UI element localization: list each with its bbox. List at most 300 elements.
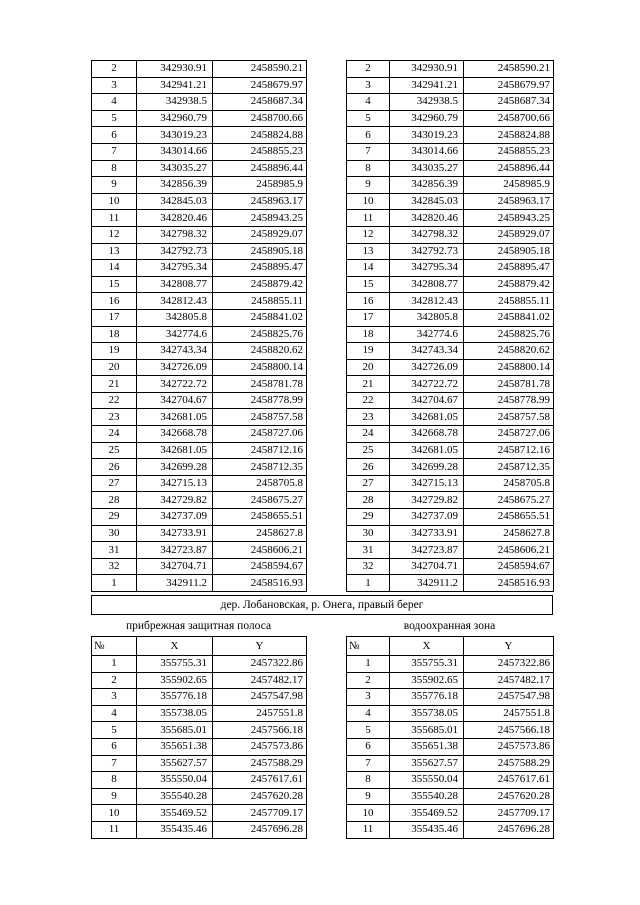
point-number-cell: 25 — [347, 442, 390, 459]
table-row — [92, 821, 307, 838]
y-coordinate-cell: 2458929.07 — [213, 226, 307, 243]
point-number-cell: 7 — [92, 143, 137, 160]
table-row — [347, 492, 554, 509]
y-coordinate-cell: 2457709.17 — [213, 805, 307, 822]
y-coordinate-cell: 2458516.93 — [213, 575, 307, 592]
point-number-cell: 20 — [92, 359, 137, 376]
x-coordinate-cell: 342795.34 — [390, 260, 464, 277]
table-row — [347, 210, 554, 227]
y-coordinate-cell: 2458943.25 — [213, 210, 307, 227]
point-number-cell: 1 — [92, 656, 137, 673]
table-row — [347, 94, 554, 111]
x-coordinate-cell: 342729.82 — [137, 492, 213, 509]
table-row — [347, 392, 554, 409]
y-coordinate-cell: 2458679.97 — [213, 77, 307, 94]
point-number-cell: 6 — [347, 127, 390, 144]
y-coordinate-cell: 2458606.21 — [213, 542, 307, 559]
table-row — [92, 293, 307, 310]
table-row — [347, 475, 554, 492]
table-row — [92, 459, 307, 476]
table-row — [347, 558, 554, 575]
x-coordinate-cell: 355550.04 — [137, 772, 213, 789]
x-coordinate-cell: 342941.21 — [137, 77, 213, 94]
y-coordinate-cell: 2458800.14 — [213, 359, 307, 376]
header-y: Y — [213, 637, 307, 656]
table-row — [347, 426, 554, 443]
point-number-cell: 20 — [347, 359, 390, 376]
point-number-cell: 13 — [347, 243, 390, 260]
x-coordinate-cell: 342805.8 — [137, 309, 213, 326]
point-number-cell: 26 — [92, 459, 137, 476]
table-row — [347, 542, 554, 559]
x-coordinate-cell: 342938.5 — [390, 94, 464, 111]
y-coordinate-cell: 2457547.98 — [464, 689, 554, 706]
table-row — [347, 705, 554, 722]
point-number-cell: 24 — [92, 426, 137, 443]
y-coordinate-cell: 2457573.86 — [213, 738, 307, 755]
point-number-cell: 2 — [347, 672, 390, 689]
table-row — [92, 509, 307, 526]
table-row — [92, 475, 307, 492]
x-coordinate-cell: 342911.2 — [137, 575, 213, 592]
y-coordinate-cell: 2458855.11 — [464, 293, 554, 310]
y-coordinate-cell: 2458590.21 — [213, 61, 307, 78]
table-row — [92, 260, 307, 277]
x-coordinate-cell: 342845.03 — [390, 193, 464, 210]
x-coordinate-cell: 355776.18 — [390, 689, 464, 706]
table-row — [92, 525, 307, 542]
point-number-cell: 27 — [92, 475, 137, 492]
y-coordinate-cell: 2457696.28 — [464, 821, 554, 838]
x-coordinate-cell: 355469.52 — [390, 805, 464, 822]
x-coordinate-cell: 342820.46 — [137, 210, 213, 227]
x-coordinate-cell: 342737.09 — [390, 509, 464, 526]
point-number-cell: 11 — [92, 821, 137, 838]
table-row — [92, 656, 307, 673]
x-coordinate-cell: 342704.71 — [390, 558, 464, 575]
x-coordinate-cell: 342798.32 — [390, 226, 464, 243]
x-coordinate-cell: 342856.39 — [137, 177, 213, 194]
point-number-cell: 15 — [347, 276, 390, 293]
point-number-cell: 1 — [347, 575, 390, 592]
header-number: № — [347, 637, 390, 656]
table-row — [347, 193, 554, 210]
y-coordinate-cell: 2458712.35 — [464, 459, 554, 476]
x-coordinate-cell: 343035.27 — [390, 160, 464, 177]
point-number-cell: 16 — [347, 293, 390, 310]
x-coordinate-cell: 342699.28 — [137, 459, 213, 476]
x-coordinate-cell: 355540.28 — [137, 788, 213, 805]
x-coordinate-cell: 355755.31 — [390, 656, 464, 673]
point-number-cell: 2 — [92, 672, 137, 689]
table-row — [92, 326, 307, 343]
point-number-cell: 19 — [347, 343, 390, 360]
x-coordinate-cell: 342729.82 — [390, 492, 464, 509]
y-coordinate-cell: 2458594.67 — [213, 558, 307, 575]
table-row — [347, 226, 554, 243]
y-coordinate-cell: 2458781.78 — [213, 376, 307, 393]
table-row — [92, 689, 307, 706]
header-row — [92, 637, 307, 656]
point-number-cell: 15 — [92, 276, 137, 293]
point-number-cell: 4 — [92, 94, 137, 111]
y-coordinate-cell: 2458943.25 — [464, 210, 554, 227]
table-row — [92, 143, 307, 160]
x-coordinate-cell: 342812.43 — [390, 293, 464, 310]
y-coordinate-cell: 2458687.34 — [464, 94, 554, 111]
header-x: X — [390, 637, 464, 656]
table-row — [347, 326, 554, 343]
point-number-cell: 1 — [347, 656, 390, 673]
table-row — [347, 243, 554, 260]
point-number-cell: 30 — [347, 525, 390, 542]
x-coordinate-cell: 342941.21 — [390, 77, 464, 94]
y-coordinate-cell: 2458675.27 — [464, 492, 554, 509]
y-coordinate-cell: 2457566.18 — [213, 722, 307, 739]
y-coordinate-cell: 2458679.97 — [464, 77, 554, 94]
y-coordinate-cell: 2458855.11 — [213, 293, 307, 310]
y-coordinate-cell: 2457322.86 — [464, 656, 554, 673]
table-row — [92, 722, 307, 739]
y-coordinate-cell: 2458700.66 — [213, 110, 307, 127]
table-row — [92, 276, 307, 293]
x-coordinate-cell: 342845.03 — [137, 193, 213, 210]
y-coordinate-cell: 2458905.18 — [213, 243, 307, 260]
x-coordinate-cell: 342681.05 — [137, 442, 213, 459]
point-number-cell: 5 — [347, 722, 390, 739]
table-row — [92, 738, 307, 755]
x-coordinate-cell: 355685.01 — [137, 722, 213, 739]
point-number-cell: 31 — [347, 542, 390, 559]
point-number-cell: 5 — [92, 722, 137, 739]
x-coordinate-cell: 342960.79 — [390, 110, 464, 127]
x-coordinate-cell: 342704.67 — [137, 392, 213, 409]
y-coordinate-cell: 2458627.8 — [464, 525, 554, 542]
point-number-cell: 21 — [347, 376, 390, 393]
y-coordinate-cell: 2458700.66 — [464, 110, 554, 127]
table-row — [92, 226, 307, 243]
y-coordinate-cell: 2458825.76 — [464, 326, 554, 343]
table-row — [92, 755, 307, 772]
y-coordinate-cell: 2457620.28 — [464, 788, 554, 805]
point-number-cell: 5 — [92, 110, 137, 127]
table-row — [92, 772, 307, 789]
x-coordinate-cell: 342681.05 — [390, 442, 464, 459]
point-number-cell: 4 — [347, 94, 390, 111]
table-row — [347, 309, 554, 326]
point-number-cell: 4 — [347, 705, 390, 722]
point-number-cell: 3 — [92, 77, 137, 94]
point-number-cell: 13 — [92, 243, 137, 260]
point-number-cell: 4 — [92, 705, 137, 722]
y-coordinate-cell: 2457588.29 — [213, 755, 307, 772]
table-row — [92, 492, 307, 509]
point-number-cell: 11 — [347, 821, 390, 838]
point-number-cell: 3 — [347, 689, 390, 706]
table-row — [92, 705, 307, 722]
point-number-cell: 1 — [92, 575, 137, 592]
x-coordinate-cell: 342774.6 — [137, 326, 213, 343]
table-row — [92, 788, 307, 805]
table-row — [347, 656, 554, 673]
x-coordinate-cell: 342795.34 — [137, 260, 213, 277]
x-coordinate-cell: 342930.91 — [137, 61, 213, 78]
table-row — [347, 509, 554, 526]
x-coordinate-cell: 355435.46 — [137, 821, 213, 838]
y-coordinate-cell: 2458929.07 — [464, 226, 554, 243]
table-row — [92, 575, 307, 592]
table-row — [92, 127, 307, 144]
y-coordinate-cell: 2457617.61 — [213, 772, 307, 789]
header-number: № — [92, 637, 137, 656]
table-row — [347, 821, 554, 838]
y-coordinate-cell: 2458896.44 — [213, 160, 307, 177]
y-coordinate-cell: 2458963.17 — [213, 193, 307, 210]
point-number-cell: 5 — [347, 110, 390, 127]
point-number-cell: 8 — [92, 160, 137, 177]
x-coordinate-cell: 355651.38 — [137, 738, 213, 755]
x-coordinate-cell: 342722.72 — [137, 376, 213, 393]
x-coordinate-cell: 355738.05 — [390, 705, 464, 722]
table-row — [347, 177, 554, 194]
y-coordinate-cell: 2458705.8 — [213, 475, 307, 492]
point-number-cell: 23 — [347, 409, 390, 426]
point-number-cell: 30 — [92, 525, 137, 542]
table-row — [347, 575, 554, 592]
y-coordinate-cell: 2458879.42 — [213, 276, 307, 293]
x-coordinate-cell: 342704.71 — [137, 558, 213, 575]
section-title: дер. Лобановская, р. Онега, правый берег — [91, 595, 553, 615]
table-row — [92, 558, 307, 575]
y-coordinate-cell: 2457322.86 — [213, 656, 307, 673]
x-coordinate-cell: 342681.05 — [137, 409, 213, 426]
y-coordinate-cell: 2457620.28 — [213, 788, 307, 805]
table-row — [92, 426, 307, 443]
table-row — [92, 243, 307, 260]
x-coordinate-cell: 342737.09 — [137, 509, 213, 526]
y-coordinate-cell: 2458712.35 — [213, 459, 307, 476]
x-coordinate-cell: 343014.66 — [390, 143, 464, 160]
point-number-cell: 19 — [92, 343, 137, 360]
x-coordinate-cell: 342808.77 — [390, 276, 464, 293]
table-row — [92, 376, 307, 393]
table-row — [347, 260, 554, 277]
table-row — [92, 442, 307, 459]
table-row — [92, 359, 307, 376]
y-coordinate-cell: 2457547.98 — [213, 689, 307, 706]
y-coordinate-cell: 2458841.02 — [213, 309, 307, 326]
table-row — [92, 542, 307, 559]
coastal-protection-strip-table — [91, 636, 307, 839]
table-row — [347, 293, 554, 310]
table-row — [347, 525, 554, 542]
point-number-cell: 3 — [92, 689, 137, 706]
x-coordinate-cell: 355776.18 — [137, 689, 213, 706]
y-coordinate-cell: 2458800.14 — [464, 359, 554, 376]
point-number-cell: 11 — [347, 210, 390, 227]
point-number-cell: 17 — [92, 309, 137, 326]
point-number-cell: 10 — [347, 193, 390, 210]
y-coordinate-cell: 2458778.99 — [213, 392, 307, 409]
point-number-cell: 10 — [92, 193, 137, 210]
x-coordinate-cell: 355651.38 — [390, 738, 464, 755]
x-coordinate-cell: 342715.13 — [390, 475, 464, 492]
point-number-cell: 8 — [347, 772, 390, 789]
table-row — [92, 392, 307, 409]
table-row — [92, 177, 307, 194]
x-coordinate-cell: 355902.65 — [137, 672, 213, 689]
table-row — [347, 738, 554, 755]
y-coordinate-cell: 2457566.18 — [464, 722, 554, 739]
table-row — [347, 755, 554, 772]
x-coordinate-cell: 342743.34 — [390, 343, 464, 360]
y-coordinate-cell: 2458820.62 — [464, 343, 554, 360]
y-coordinate-cell: 2458727.06 — [213, 426, 307, 443]
y-coordinate-cell: 2458594.67 — [464, 558, 554, 575]
point-number-cell: 29 — [92, 509, 137, 526]
point-number-cell: 12 — [92, 226, 137, 243]
point-number-cell: 14 — [347, 260, 390, 277]
point-number-cell: 2 — [347, 61, 390, 78]
table-row — [347, 722, 554, 739]
y-coordinate-cell: 2458895.47 — [464, 260, 554, 277]
y-coordinate-cell: 2458712.16 — [213, 442, 307, 459]
point-number-cell: 24 — [347, 426, 390, 443]
point-number-cell: 29 — [347, 509, 390, 526]
x-coordinate-cell: 343014.66 — [137, 143, 213, 160]
x-coordinate-cell: 342681.05 — [390, 409, 464, 426]
x-coordinate-cell: 342726.09 — [137, 359, 213, 376]
x-coordinate-cell: 343019.23 — [390, 127, 464, 144]
point-number-cell: 16 — [92, 293, 137, 310]
x-coordinate-cell: 342808.77 — [137, 276, 213, 293]
y-coordinate-cell: 2458606.21 — [464, 542, 554, 559]
coastal-protection-strip-caption: прибрежная защитная полоса — [125, 620, 272, 632]
y-coordinate-cell: 2458855.23 — [464, 143, 554, 160]
point-number-cell: 28 — [92, 492, 137, 509]
point-number-cell: 9 — [347, 177, 390, 194]
y-coordinate-cell: 2458705.8 — [464, 475, 554, 492]
x-coordinate-cell: 342723.87 — [137, 542, 213, 559]
point-number-cell: 21 — [92, 376, 137, 393]
point-number-cell: 9 — [92, 177, 137, 194]
point-number-cell: 9 — [347, 788, 390, 805]
x-coordinate-cell: 342798.32 — [137, 226, 213, 243]
y-coordinate-cell: 2458985.9 — [464, 177, 554, 194]
table-row — [347, 127, 554, 144]
y-coordinate-cell: 2458985.9 — [213, 177, 307, 194]
y-coordinate-cell: 2457551.8 — [213, 705, 307, 722]
y-coordinate-cell: 2458687.34 — [213, 94, 307, 111]
point-number-cell: 31 — [92, 542, 137, 559]
point-number-cell: 12 — [347, 226, 390, 243]
table-row — [92, 805, 307, 822]
y-coordinate-cell: 2458824.88 — [213, 127, 307, 144]
point-number-cell: 26 — [347, 459, 390, 476]
x-coordinate-cell: 355550.04 — [390, 772, 464, 789]
x-coordinate-cell: 355540.28 — [390, 788, 464, 805]
point-number-cell: 11 — [92, 210, 137, 227]
point-number-cell: 18 — [347, 326, 390, 343]
x-coordinate-cell: 342668.78 — [137, 426, 213, 443]
point-number-cell: 22 — [347, 392, 390, 409]
point-number-cell: 6 — [92, 127, 137, 144]
table-row — [92, 309, 307, 326]
table-row — [347, 160, 554, 177]
point-number-cell: 3 — [347, 77, 390, 94]
table-row — [92, 672, 307, 689]
point-number-cell: 6 — [92, 738, 137, 755]
x-coordinate-cell: 342774.6 — [390, 326, 464, 343]
point-number-cell: 7 — [92, 755, 137, 772]
y-coordinate-cell: 2458778.99 — [464, 392, 554, 409]
y-coordinate-cell: 2458905.18 — [464, 243, 554, 260]
table-row — [347, 110, 554, 127]
y-coordinate-cell: 2457709.17 — [464, 805, 554, 822]
y-coordinate-cell: 2457696.28 — [213, 821, 307, 838]
y-coordinate-cell: 2458712.16 — [464, 442, 554, 459]
x-coordinate-cell: 342723.87 — [390, 542, 464, 559]
x-coordinate-cell: 355738.05 — [137, 705, 213, 722]
table-row — [347, 772, 554, 789]
table-row — [347, 409, 554, 426]
y-coordinate-cell: 2457482.17 — [213, 672, 307, 689]
point-number-cell: 23 — [92, 409, 137, 426]
point-number-cell: 22 — [92, 392, 137, 409]
x-coordinate-cell: 342820.46 — [390, 210, 464, 227]
table-row — [347, 672, 554, 689]
point-number-cell: 7 — [347, 143, 390, 160]
point-number-cell: 8 — [92, 772, 137, 789]
table-row — [347, 689, 554, 706]
y-coordinate-cell: 2458825.76 — [213, 326, 307, 343]
y-coordinate-cell: 2457588.29 — [464, 755, 554, 772]
x-coordinate-cell: 355627.57 — [390, 755, 464, 772]
x-coordinate-cell: 355469.52 — [137, 805, 213, 822]
x-coordinate-cell: 342911.2 — [390, 575, 464, 592]
x-coordinate-cell: 343019.23 — [137, 127, 213, 144]
x-coordinate-cell: 342726.09 — [390, 359, 464, 376]
point-number-cell: 10 — [92, 805, 137, 822]
x-coordinate-cell: 342805.8 — [390, 309, 464, 326]
x-coordinate-cell: 342722.72 — [390, 376, 464, 393]
y-coordinate-cell: 2458655.51 — [464, 509, 554, 526]
table-row — [347, 343, 554, 360]
point-number-cell: 32 — [347, 558, 390, 575]
x-coordinate-cell: 355685.01 — [390, 722, 464, 739]
upper-left-coordinates-table — [91, 60, 307, 592]
point-number-cell: 32 — [92, 558, 137, 575]
point-number-cell: 27 — [347, 475, 390, 492]
point-number-cell: 25 — [92, 442, 137, 459]
header-y: Y — [464, 637, 554, 656]
point-number-cell: 6 — [347, 738, 390, 755]
table-row — [92, 77, 307, 94]
point-number-cell: 17 — [347, 309, 390, 326]
y-coordinate-cell: 2458590.21 — [464, 61, 554, 78]
x-coordinate-cell: 355755.31 — [137, 656, 213, 673]
y-coordinate-cell: 2458824.88 — [464, 127, 554, 144]
x-coordinate-cell: 342715.13 — [137, 475, 213, 492]
header-x: X — [137, 637, 213, 656]
x-coordinate-cell: 342668.78 — [390, 426, 464, 443]
header-row — [347, 637, 554, 656]
x-coordinate-cell: 342704.67 — [390, 392, 464, 409]
x-coordinate-cell: 342733.91 — [390, 525, 464, 542]
point-number-cell: 18 — [92, 326, 137, 343]
table-row — [347, 459, 554, 476]
y-coordinate-cell: 2458896.44 — [464, 160, 554, 177]
